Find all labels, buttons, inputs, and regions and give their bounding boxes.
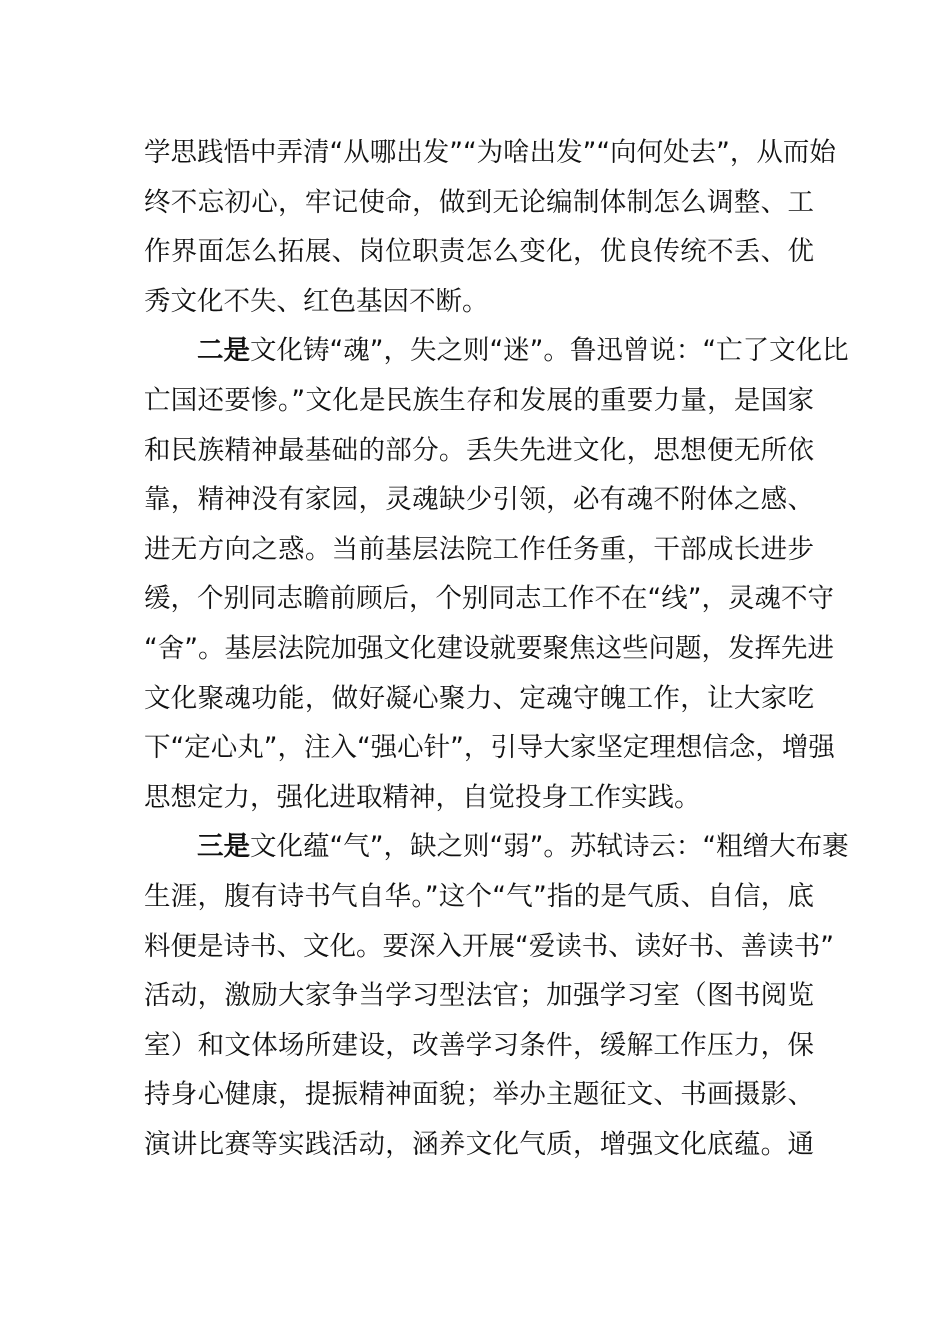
text-line: 持身心健康，提振精神面貌；举办主题征文、书画摄影、 [144,1079,814,1111]
text-line: 室）和文体场所建设，改善学习条件，缓解工作压力，保 [144,1029,814,1061]
text-line: 终不忘初心，牢记使命，做到无论编制体制怎么调整、工 [144,186,814,218]
paragraph-lead: 三是 [197,831,250,863]
text-line: 文化聚魂功能，做好凝心聚力、定魂守魄工作，让大家吃 [144,682,814,714]
text-line: 思想定力，强化进取精神，自觉投身工作实践。 [144,781,701,813]
paragraph-1 [144,128,836,326]
text-line: 秀文化不失、红色基因不断。 [144,285,489,317]
paragraph-first-line-text: 文化铸“魂”，失之则“迷”。鲁迅曾说：“亡了文化比 [250,335,849,367]
paragraph-2 [144,326,849,822]
text-line: 进无方向之惑。当前基层法院工作任务重，干部成长进步 [144,533,814,565]
text-line: 演讲比赛等实践活动，涵养文化气质，增强文化底蕴。通 [144,1128,814,1160]
text-line: 学思践悟中弄清“从哪出发”“为啥出发”“向何处去”，从而始 [144,137,836,168]
text-line: 靠，精神没有家园，灵魂缺少引领，必有魂不附体之感、 [144,484,814,516]
text-line [144,326,849,376]
text-line: 料便是诗书、文化。要深入开展“爱读书、读好书、善读书” [144,930,834,962]
text-line: “舍”。基层法院加强文化建设就要聚焦这些问题，发挥先进 [144,632,834,664]
body-text [144,128,849,1169]
text-line [144,822,849,872]
text-line: 下“定心丸”，注入“强心针”，引导大家坚定理想信念，增强 [144,732,835,764]
text-line: 活动，激励大家争当学习型法官；加强学习室（图书阅览 [144,980,814,1012]
paragraph-first-line-text: 文化蕴“气”，缺之则“弱”。苏轼诗云：“粗缯大布裹 [250,831,849,863]
text-line: 和民族精神最基础的部分。丢失先进文化，思想便无所依 [144,434,814,466]
text-line: 亡国还要惨。”文化是民族生存和发展的重要力量，是国家 [144,384,814,416]
paragraph-3 [144,822,849,1169]
text-line: 生涯，腹有诗书气自华。”这个“气”指的是气质、自信，底 [144,880,814,912]
text-line: 缓，个别同志瞻前顾后，个别同志工作不在“线”，灵魂不守 [144,583,834,615]
text-line: 作界面怎么拓展、岗位职责怎么变化，优良传统不丢、优 [144,236,814,268]
paragraph-lead: 二是 [197,335,250,367]
